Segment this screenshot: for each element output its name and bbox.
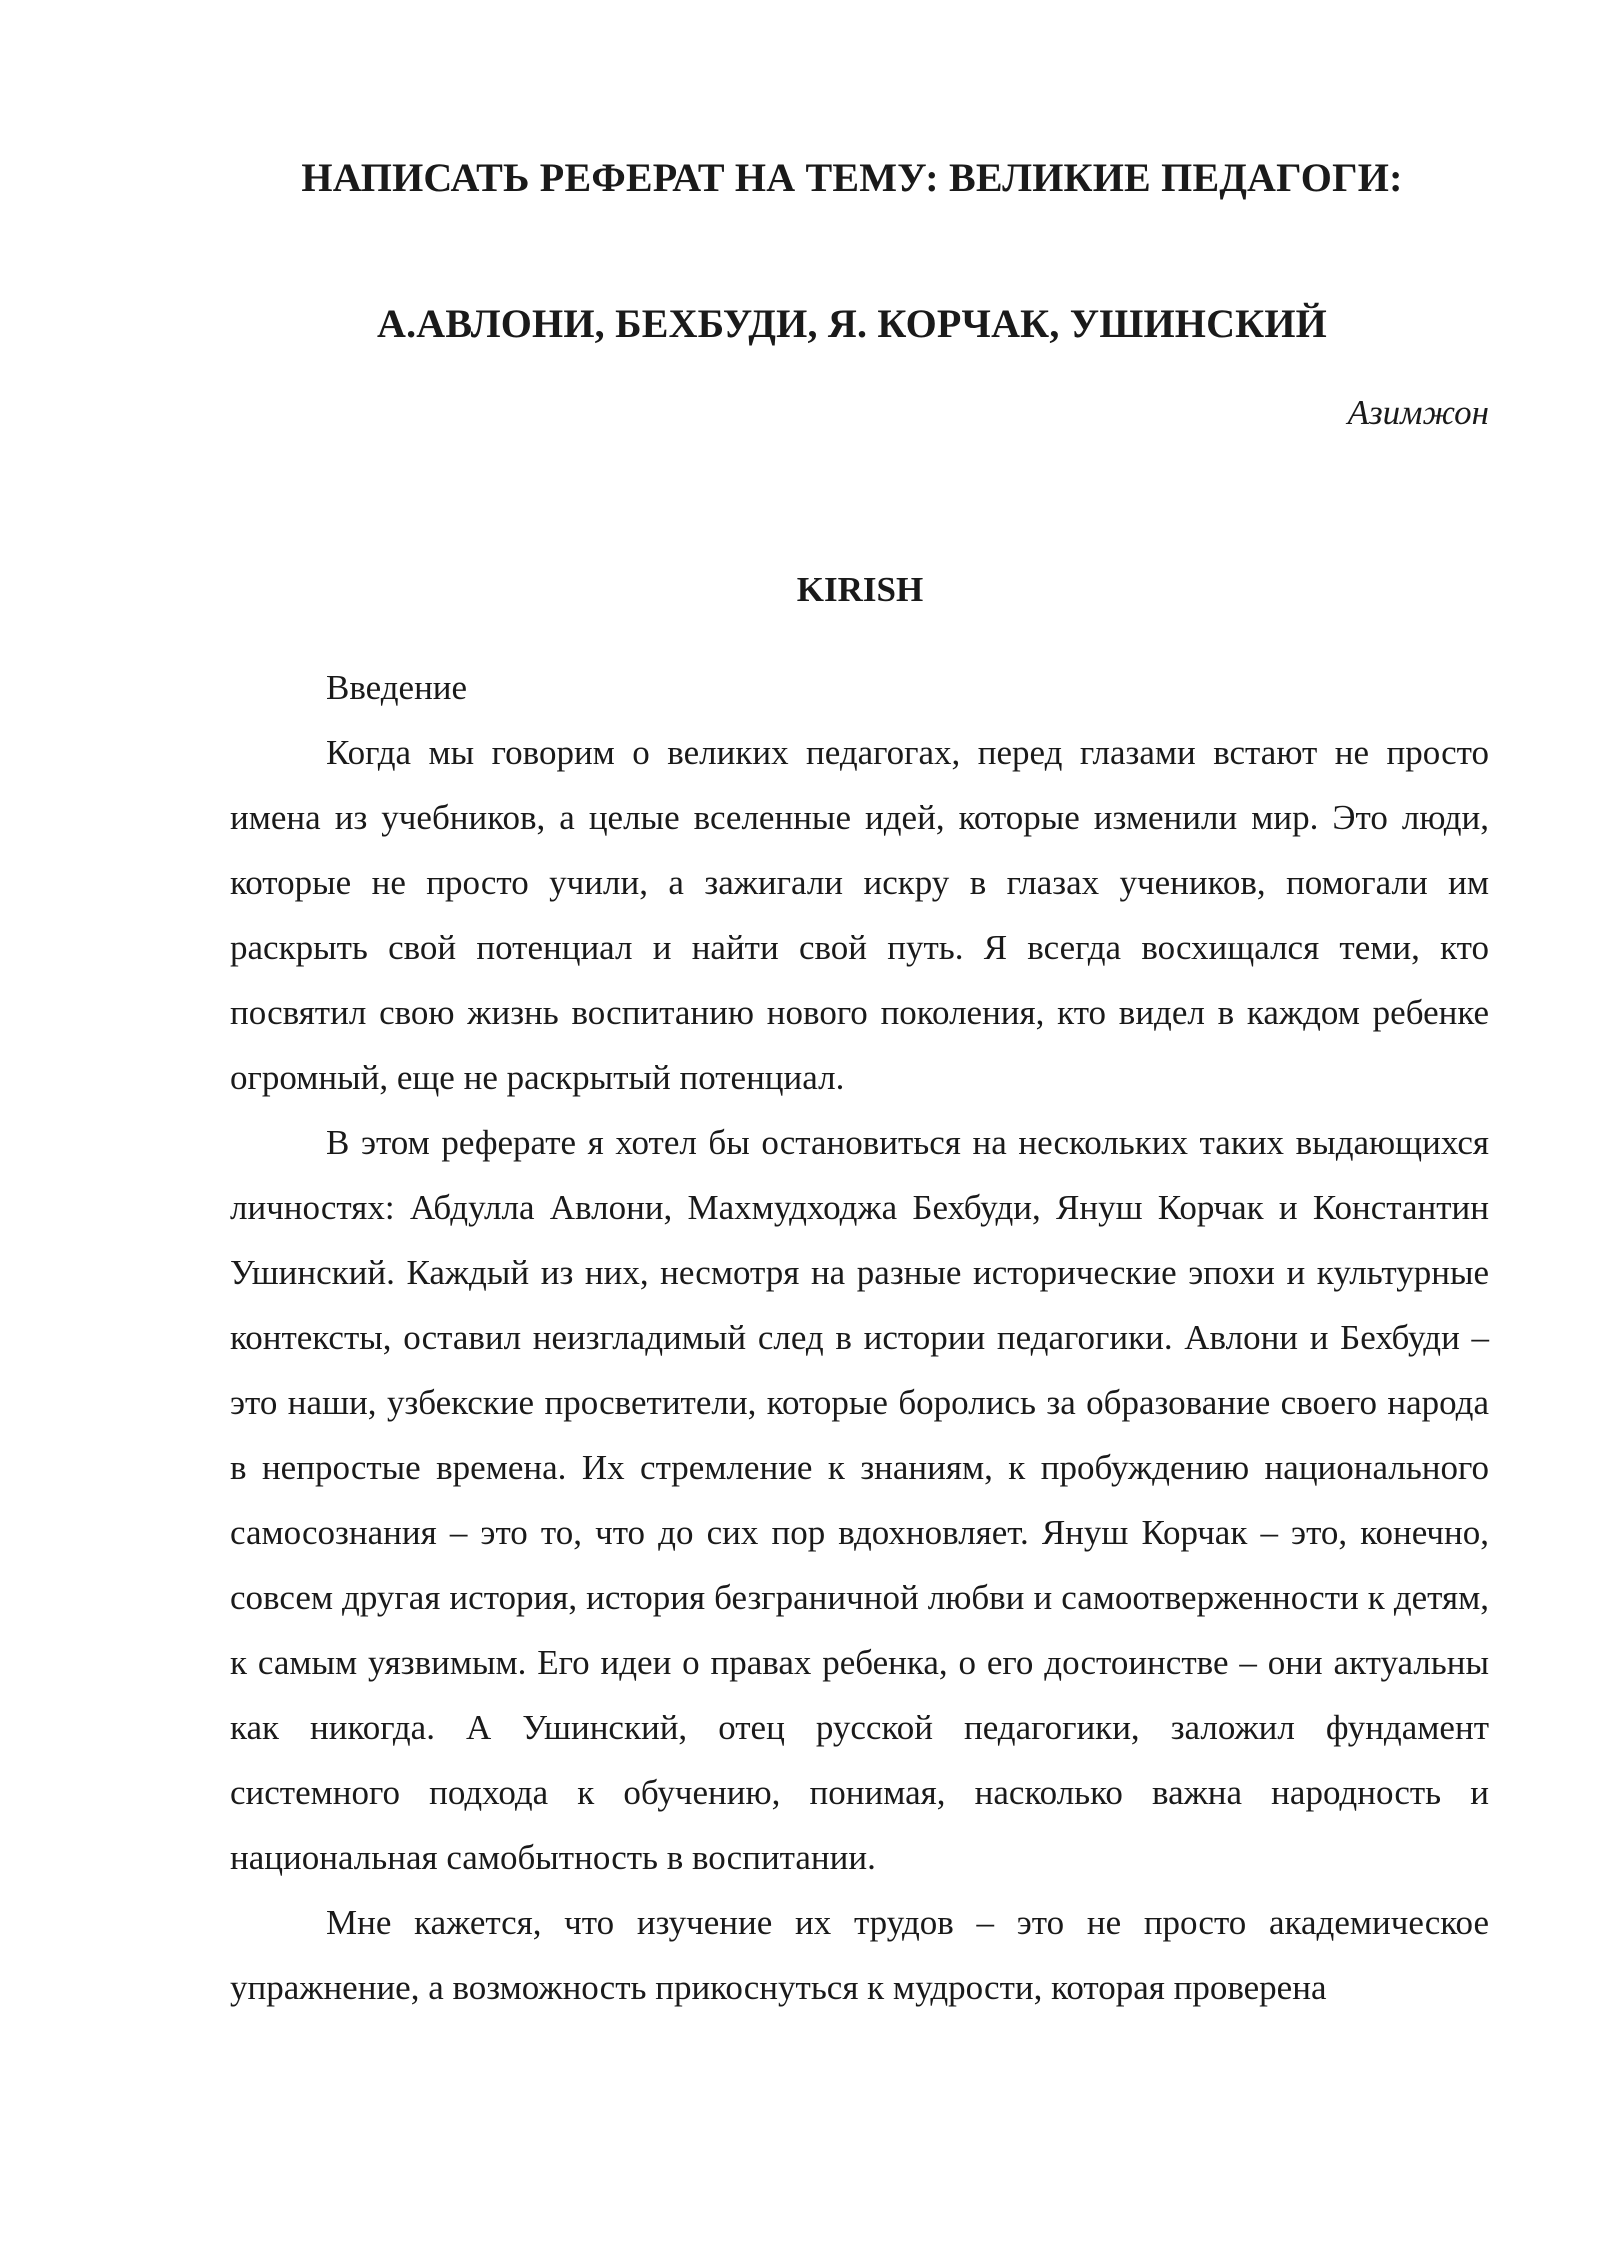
- document-body: [230, 655, 1489, 2020]
- document-title-line-1: НАПИСАТЬ РЕФЕРАТ НА ТЕМУ: ВЕЛИКИЕ ПЕДАГОГИ:: [301, 155, 1403, 200]
- paragraph: Когда мы говорим о великих педагогах, перед глазами встают не просто имена из учебников, а целые вселенные идей, которые изменили мир. Это люди, которые не просто учили, а зажигали искру в глазах учеников, помогали им раскрыть свой потенциал и найти свой путь. Я всегда восхищался теми, кто посвятил свою жизнь воспитанию нового поколения, кто видел в каждом ребенке огромный, еще не раскрытый потенциал.: [230, 733, 1489, 1097]
- section-heading: KIRISH: [796, 570, 924, 609]
- document-title-line-2: А.АВЛОНИ, БЕХБУДИ, Я. КОРЧАК, УШИНСКИЙ: [377, 301, 1327, 346]
- paragraph-intro-label: Введение: [326, 668, 468, 707]
- paragraph: В этом реферате я хотел бы остановиться на нескольких таких выдающихся личностях: Абдулла Авлони, Махмудходжа Бехбуди, Януш Корчак и Константин Ушинский. Каждый из них, несмотря на разные исторические эпохи и культурные контексты, оставил неизгладимый след в истории педагогики. Авлони и Бехбуди – это наши, узбекские просветители, которые боролись за образование своего народа в непростые времена. Их стремление к знаниям, к пробуждению национального самосознания – это то, что до сих пор вдохновляет. Януш Корчак – это, конечно, совсем другая история, история безграничной любви и самоотверженности к детям, к самым уязвимым. Его идеи о правах ребенка, о его достоинстве – они актуальны как никогда. А Ушинский, отец русской педагогики, заложил фундамент системного подхода к обучению, понимая, насколько важна народность и национальная самобытность в воспитании.: [230, 1123, 1489, 1877]
- author-name: Азимжон: [1347, 393, 1489, 432]
- paragraph: Мне кажется, что изучение их трудов – это не просто академическое упражнение, а возможность прикоснуться к мудрости, которая проверена: [230, 1903, 1489, 2007]
